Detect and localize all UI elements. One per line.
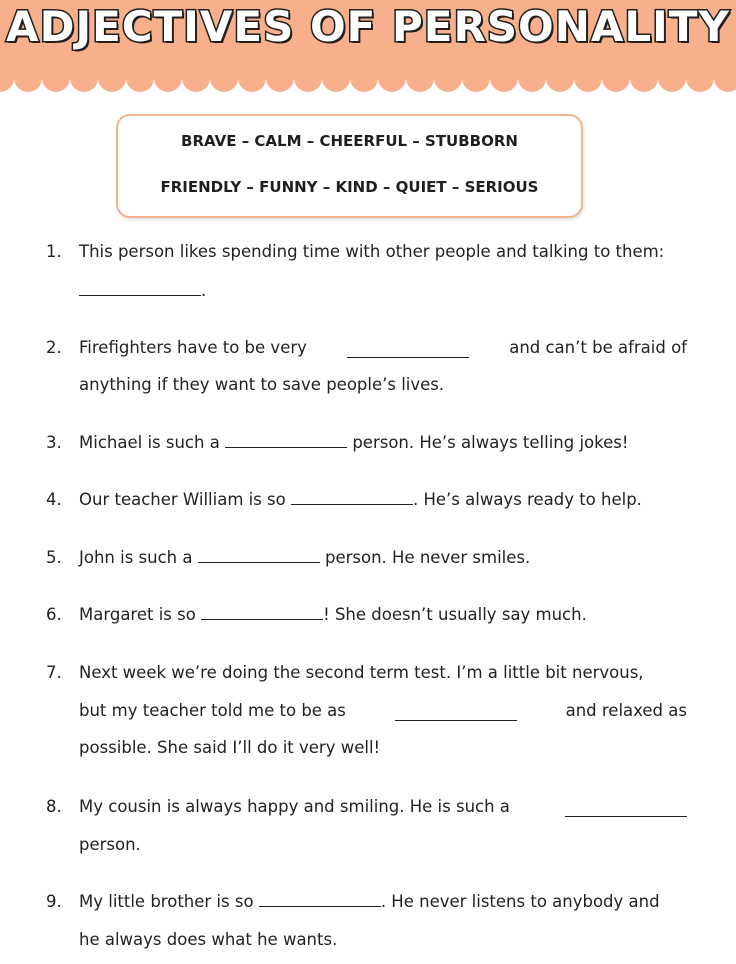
question-text: and can’t be afraid of xyxy=(509,338,687,357)
question-text: Michael is such a xyxy=(79,433,220,452)
answer-blank[interactable] xyxy=(565,815,687,817)
question-text: person. He’s always telling jokes! xyxy=(352,433,629,452)
question-text: and relaxed as xyxy=(565,701,687,720)
question-number: 4. xyxy=(46,490,62,509)
question-text: but my teacher told me to be as xyxy=(79,701,346,720)
answer-blank[interactable] xyxy=(291,503,413,505)
question-number: 8. xyxy=(46,797,62,816)
question-text: Firefighters have to be very xyxy=(79,338,307,357)
answer-blank[interactable] xyxy=(201,618,323,620)
question-text: . xyxy=(201,281,207,300)
question-text: he always does what he wants. xyxy=(79,930,338,949)
answer-blank[interactable] xyxy=(347,356,469,358)
question-text: ! She doesn’t usually say much. xyxy=(323,605,587,624)
question-text: Next week we’re doing the second term test. I’m a little bit nervous, xyxy=(79,663,644,682)
question-number: 6. xyxy=(46,605,62,624)
word-bank-box xyxy=(116,114,583,218)
question-text: This person likes spending time with other people and talking to them: xyxy=(79,242,665,261)
question-text: . He’s always ready to help. xyxy=(413,490,642,509)
word-bank-line-2: FRIENDLY – FUNNY – KIND – QUIET – SERIOUS xyxy=(160,178,539,196)
answer-blank[interactable] xyxy=(198,561,320,563)
answer-blank[interactable] xyxy=(225,446,347,448)
question-text: possible. She said I’ll do it very well! xyxy=(79,738,381,757)
answer-blank[interactable] xyxy=(79,294,201,296)
question-text: . He never listens to anybody and xyxy=(380,892,660,911)
question-number: 1. xyxy=(46,242,62,261)
answer-blank[interactable] xyxy=(259,905,381,907)
question-text: Our teacher William is so xyxy=(79,490,286,509)
question-number: 2. xyxy=(46,338,62,357)
question-number: 9. xyxy=(46,892,62,911)
question-number: 3. xyxy=(46,433,62,452)
answer-blank[interactable] xyxy=(395,719,517,721)
question-number: 5. xyxy=(46,548,62,567)
question-text: My little brother is so xyxy=(79,892,254,911)
question-text: My cousin is always happy and smiling. He is such a xyxy=(79,797,510,816)
word-bank-line-1: BRAVE – CALM – CHEERFUL – STUBBORN xyxy=(181,132,518,150)
question-number: 7. xyxy=(46,663,62,682)
page-title: ADJECTIVES OF PERSONALITY xyxy=(6,2,730,51)
question-text: John is such a xyxy=(79,548,193,567)
question-text: Margaret is so xyxy=(79,605,196,624)
question-text: anything if they want to save people’s lives. xyxy=(79,375,445,394)
question-text: person. He never smiles. xyxy=(325,548,531,567)
question-text: person. xyxy=(79,835,141,854)
